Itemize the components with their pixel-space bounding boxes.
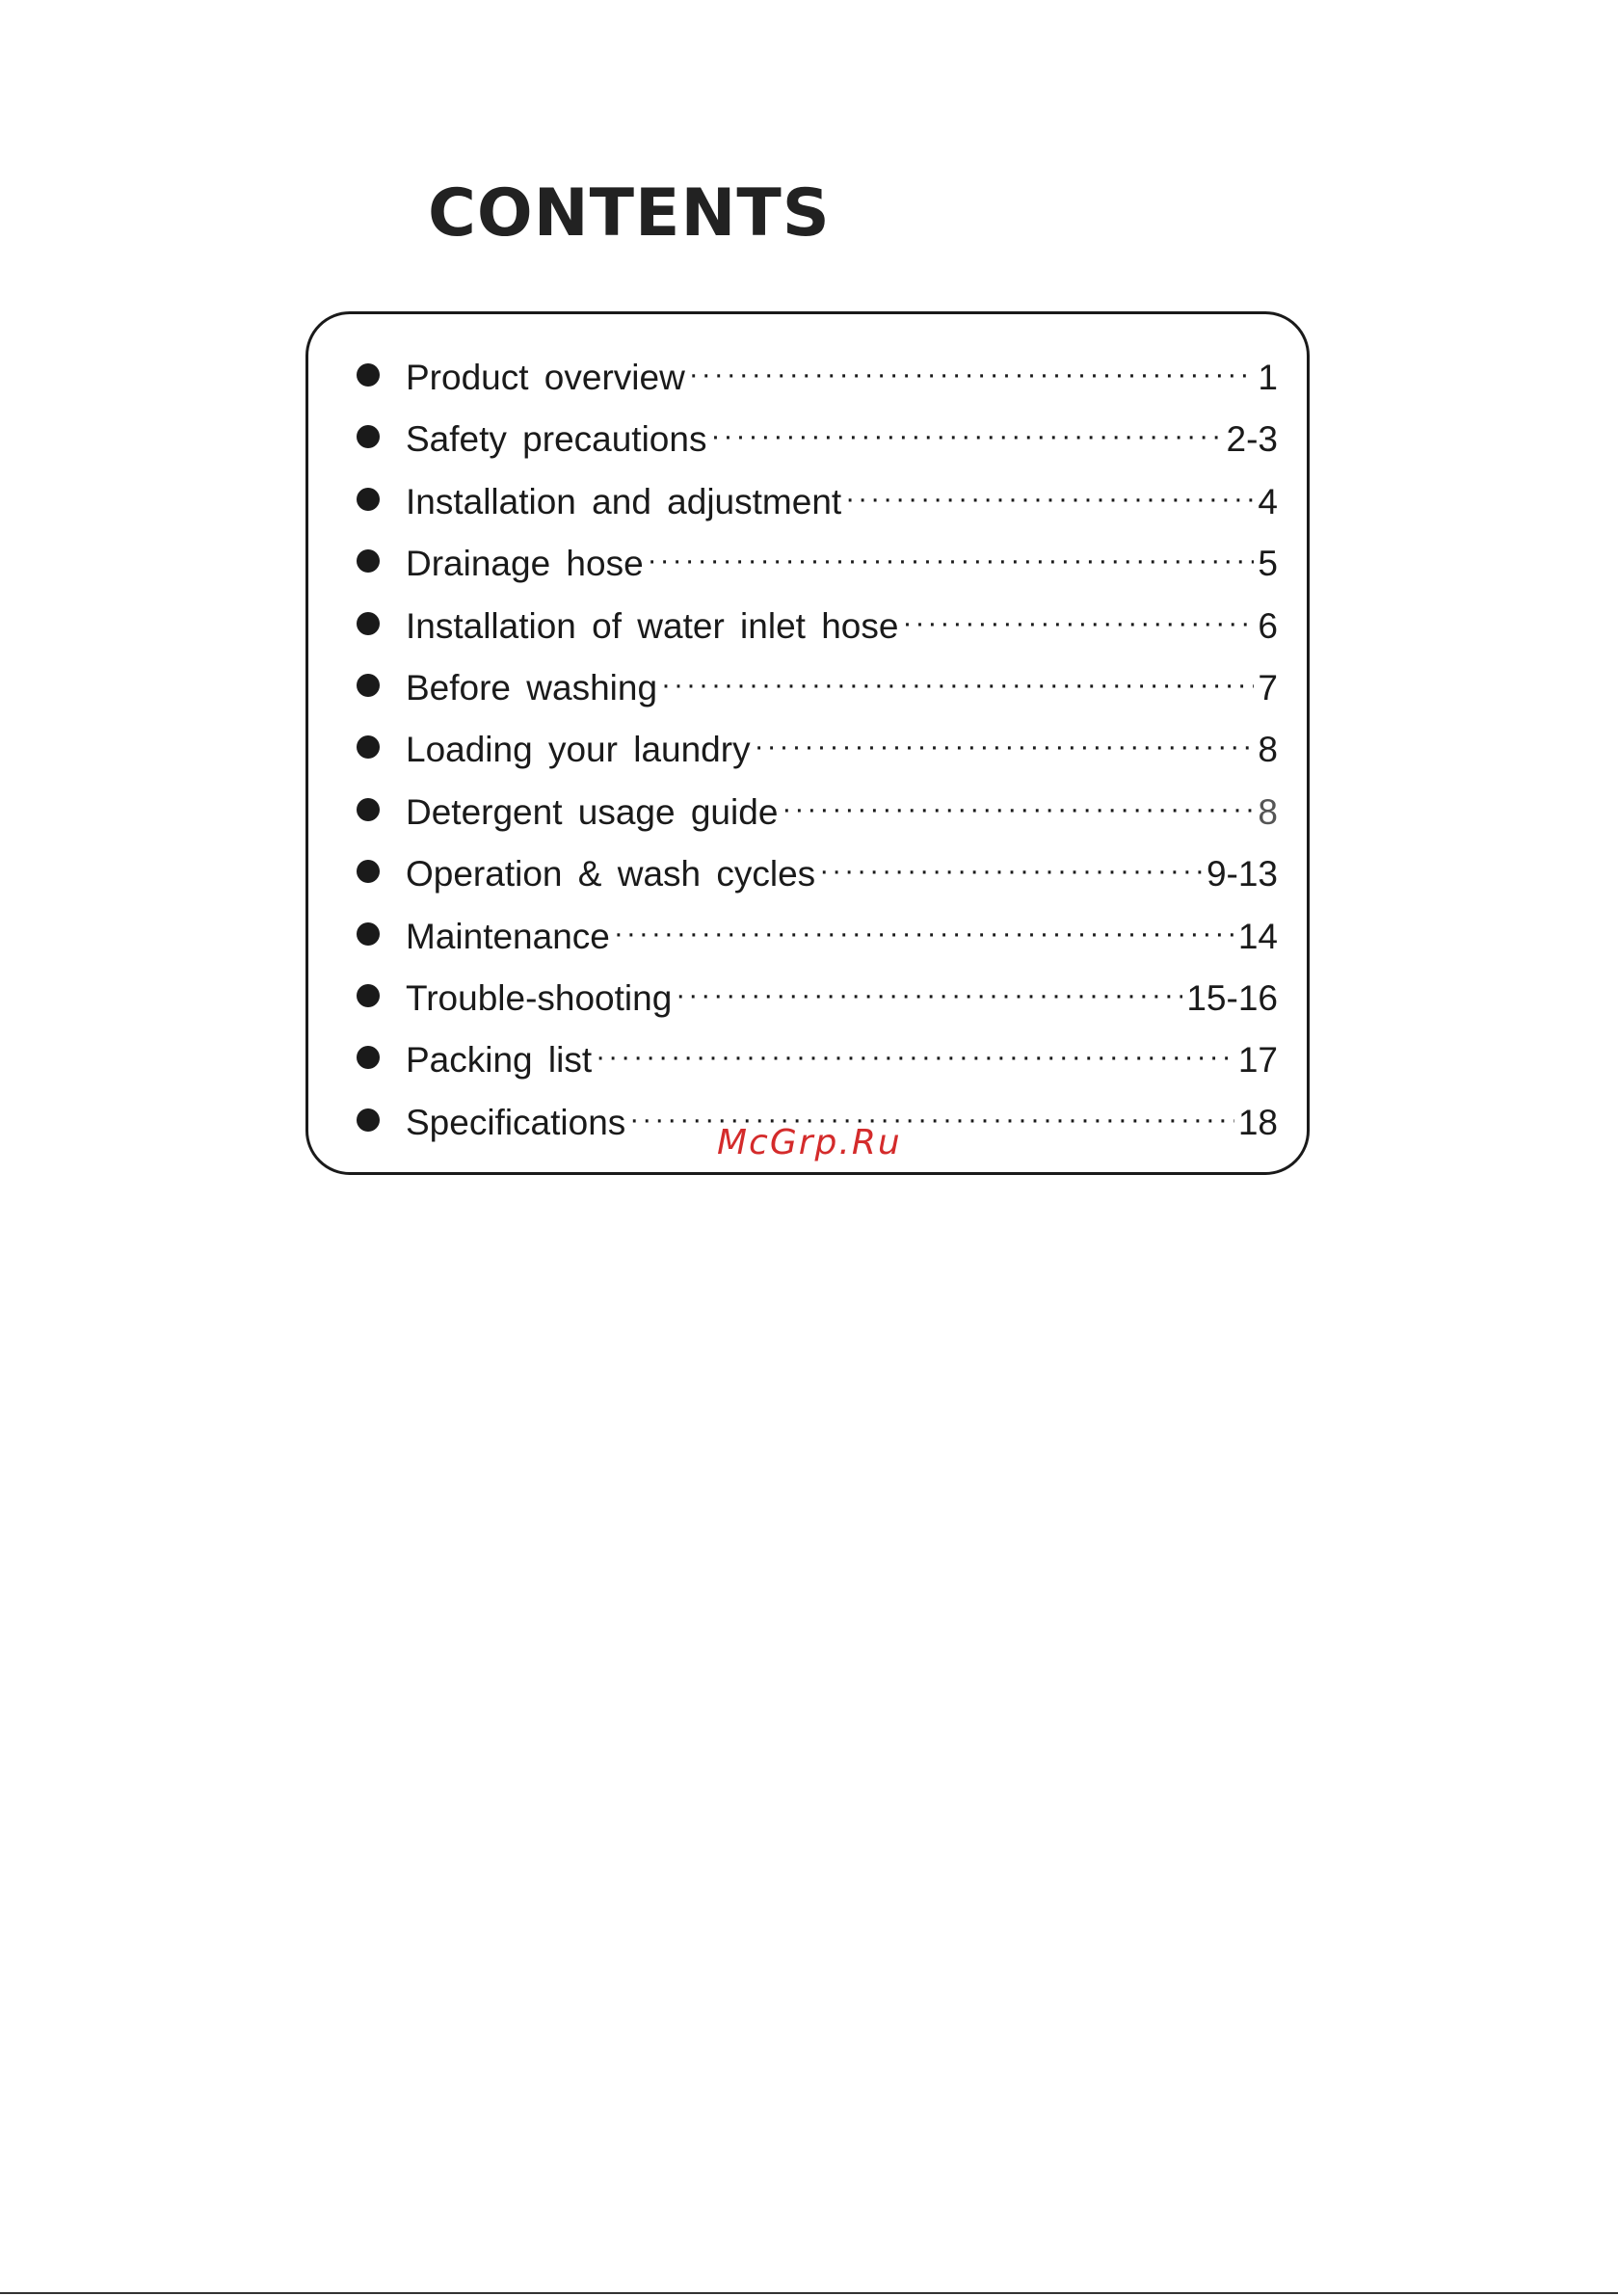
dot-leader	[902, 593, 1254, 654]
toc-item-product-overview[interactable]	[357, 347, 1278, 409]
toc-item-loading-your-laundry[interactable]	[357, 719, 1278, 781]
toc-item-detergent-usage-guide[interactable]	[357, 782, 1278, 843]
bullet-icon	[357, 1046, 380, 1069]
toc-item-maintenance[interactable]	[357, 906, 1278, 968]
dot-leader	[819, 841, 1203, 902]
dot-leader	[755, 716, 1255, 778]
bullet-icon	[357, 798, 380, 821]
toc-label: Installation and adjustment	[406, 481, 842, 521]
toc-label: Drainage hose	[406, 544, 644, 584]
bullet-icon	[357, 549, 380, 573]
bullet-icon	[357, 612, 380, 635]
toc-label: Before washing	[406, 667, 658, 707]
dot-leader	[845, 468, 1254, 530]
toc-label: Operation & wash cycles	[406, 854, 816, 894]
toc-label: Safety precautions	[406, 419, 707, 460]
toc-label: Product overview	[406, 358, 685, 397]
toc-item-drainage-hose[interactable]	[357, 533, 1278, 595]
toc-label: Packing list	[406, 1040, 593, 1081]
toc-item-operation-and-wash-cycles[interactable]	[357, 843, 1278, 905]
bullet-icon	[357, 922, 380, 946]
toc-page-number: 18	[1237, 1102, 1278, 1142]
dot-leader	[596, 1027, 1234, 1088]
dot-leader	[676, 965, 1182, 1027]
dot-leader	[689, 344, 1255, 406]
bullet-icon	[357, 425, 380, 448]
dot-leader	[710, 406, 1222, 467]
toc-page-number: 17	[1237, 1040, 1278, 1081]
toc-page-number: 7	[1258, 667, 1278, 707]
toc-item-before-washing[interactable]	[357, 657, 1278, 719]
table-of-contents-box	[305, 311, 1310, 1175]
toc-label: Trouble-shooting	[406, 977, 673, 1018]
bullet-icon	[357, 363, 380, 387]
dot-leader	[661, 654, 1254, 716]
bullet-icon	[357, 1108, 380, 1132]
toc-page-number: 5	[1258, 544, 1278, 584]
bullet-icon	[357, 984, 380, 1007]
watermark-text: McGrp.Ru	[717, 1123, 902, 1162]
toc-label: Installation of water inlet hose	[406, 605, 899, 646]
toc-page-number: 9-13	[1206, 854, 1278, 894]
bullet-icon	[357, 674, 380, 697]
toc-item-installation-of-water-inlet-hose[interactable]	[357, 596, 1278, 657]
bullet-icon	[357, 860, 380, 883]
toc-page-number: 8	[1258, 791, 1278, 832]
page-bottom-rule	[0, 2292, 1618, 2294]
toc-item-safety-precautions[interactable]	[357, 409, 1278, 470]
dot-leader	[648, 530, 1255, 592]
toc-label: Detergent usage guide	[406, 791, 779, 832]
toc-label: Specifications	[406, 1102, 626, 1142]
bullet-icon	[357, 488, 380, 511]
toc-page-number: 4	[1258, 481, 1278, 521]
toc-page-number: 1	[1258, 358, 1278, 397]
toc-page-number: 15-16	[1186, 977, 1278, 1018]
toc-list	[357, 347, 1278, 1154]
toc-item-trouble-shooting[interactable]	[357, 968, 1278, 1029]
toc-label: Loading your laundry	[406, 730, 751, 770]
toc-page-number: 14	[1237, 916, 1278, 956]
toc-page-number: 2-3	[1226, 419, 1278, 460]
dot-leader	[614, 903, 1234, 965]
toc-item-installation-and-adjustment[interactable]	[357, 471, 1278, 533]
bullet-icon	[357, 735, 380, 759]
toc-item-packing-list[interactable]	[357, 1029, 1278, 1091]
page-title: CONTENTS	[428, 175, 831, 252]
dot-leader	[782, 779, 1254, 841]
toc-label: Maintenance	[406, 916, 610, 956]
toc-page-number: 8	[1258, 730, 1278, 770]
toc-page-number: 6	[1258, 605, 1278, 646]
